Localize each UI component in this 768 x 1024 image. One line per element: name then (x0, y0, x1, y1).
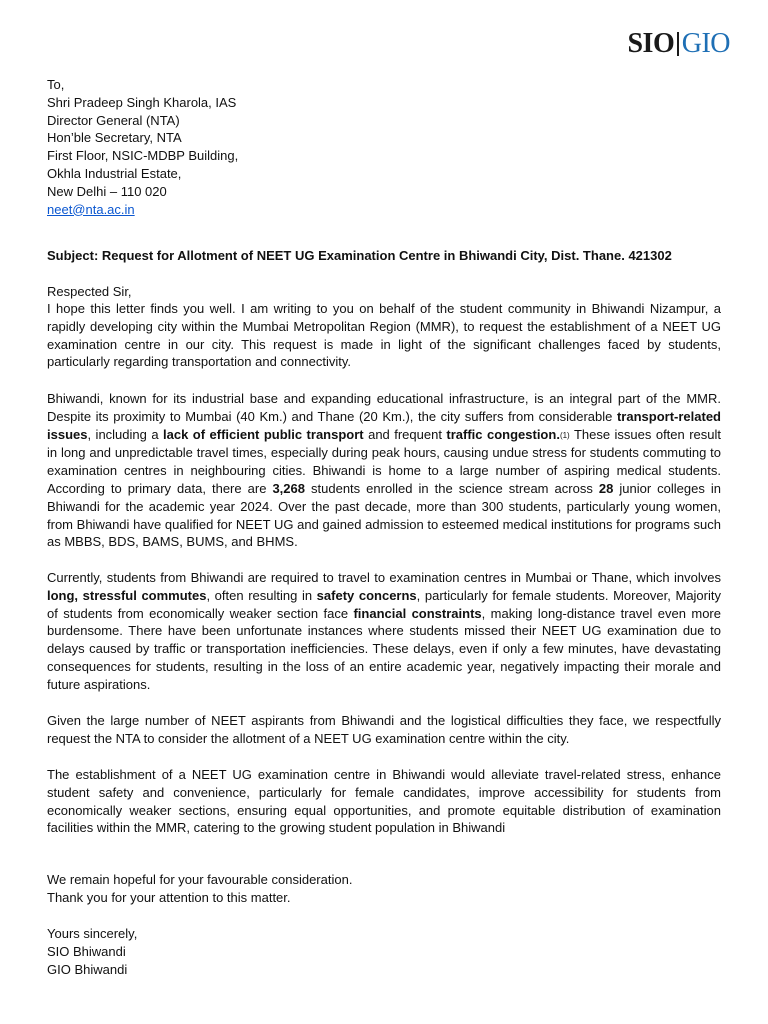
text-run: Bhiwandi, known for its industrial base and expanding educational infrastructure, is an integral part of the MMR. Despite its proximity to Mumbai (40 Km.) and Thane (20 Km.), the city suffers from considerable (47, 391, 721, 424)
sio-gio-logo (627, 28, 730, 60)
signature-line: Yours sincerely, (47, 926, 138, 941)
paragraph-intro: I hope this letter finds you well. I am writing to you on behalf of the student community in Bhiwandi Nizampur, a rapidly developing city within the Mumbai Metropolitan Region (MMR), to request the establishment of a NEET UG examination centre in our city. This request is made in light of the significant challenges faced by students, particularly regarding transportation and connectivity. (47, 301, 721, 370)
gio-logo-text: GIO (681, 28, 730, 59)
text-run: , including a (87, 426, 164, 442)
subject-line: Subject: Request for Allotment of NEET UG Examination Centre in Bhiwandi City, Dist. Thane. 421302 (47, 248, 672, 263)
text-run: students enrolled in the science stream across (305, 480, 599, 496)
address-line: Okhla Industrial Estate, (47, 165, 182, 181)
text-run: Currently, students from Bhiwandi are required to travel to examination centres in Mumbai or Thane, which involves (47, 570, 721, 585)
address-line: Director General (NTA) (47, 112, 180, 128)
bold-run: long, stressful commutes (47, 587, 207, 603)
text-run: , particularly for female students. Moreover, Majority of students from economically weaker section face (47, 587, 721, 621)
footnote-ref: (1) (559, 430, 570, 440)
recipient-address (47, 76, 721, 218)
bold-run: safety concerns (316, 587, 417, 603)
bold-run: transport-related issues (47, 408, 721, 442)
address-line: To, (47, 77, 65, 92)
text-run: These issues often result in long and unpredictable travel times, especially during peak hours, causing undue stress for students commuting to examination centres in neighbouring cities. Bhiwandi is home to a large number of aspiring medical students. According to primary data, there are (47, 426, 722, 496)
paragraph-request: Given the large number of NEET aspirants from Bhiwandi and the logistical difficulties they face, we respectfully request the NTA to consider the allotment of a NEET UG examination centre within the city. (47, 713, 721, 746)
address-line: New Delhi – 110 020 (47, 183, 167, 199)
bold-run: 28 (598, 480, 614, 496)
bold-run: 3,268 (272, 480, 305, 496)
salutation: Respected Sir, (47, 284, 132, 299)
signature-block (47, 925, 137, 978)
address-line: First Floor, NSIC-MDBP Building, (47, 148, 239, 164)
closing-line: Thank you for your attention to this matter. (47, 890, 291, 905)
text-run: and frequent (363, 426, 447, 442)
address-line: Hon’ble Secretary, NTA (47, 130, 182, 146)
address-line: Shri Pradeep Singh Kharola, IAS (47, 94, 237, 110)
text-run: , making long-distance travel even more burdensome. There have been unfortunate instances where students missed their NEET UG examination due to delays caused by traffic or transportation inefficiencies. These delays, even if only a few minutes, have devastating consequences for students, resulting in the loss of an entire academic year, negatively impacting their morale and future aspirations. (47, 605, 721, 692)
bold-run: traffic congestion. (446, 426, 560, 442)
logo-divider (677, 32, 679, 56)
email-link[interactable]: neet@nta.ac.in (47, 201, 135, 217)
paragraph-bhiwandi (47, 390, 721, 551)
closing-line: We remain hopeful for your favourable consideration. (47, 872, 353, 887)
bold-run: financial constraints (353, 605, 482, 621)
paragraph-current (47, 569, 721, 694)
paragraph-benefits: The establishment of a NEET UG examination centre in Bhiwandi would alleviate travel-related stress, enhance student safety and convenience, particularly for female candidates, improve accessibility for students from economically weaker sections, ensuring equal opportunities, and promote equitable distribution of examination facilities within the MMR, catering to the growing student population in Bhiwandi (47, 767, 721, 836)
signature-line: GIO Bhiwandi (47, 961, 128, 977)
sio-logo-text: SIO (627, 28, 675, 59)
bold-run: lack of efficient public transport (163, 426, 364, 442)
text-run: , often resulting in (206, 587, 317, 603)
signature-line: SIO Bhiwandi (47, 943, 126, 959)
text-run: junior colleges in Bhiwandi for the academic year 2024. Over the past decade, more than 300 students, particularly young women, from Bhiwandi have qualified for NEET UG and gained admission to esteemed medical institutions for programs such as MBBS, BDS, BAMS, BUMS, and BHMS. (47, 480, 721, 550)
